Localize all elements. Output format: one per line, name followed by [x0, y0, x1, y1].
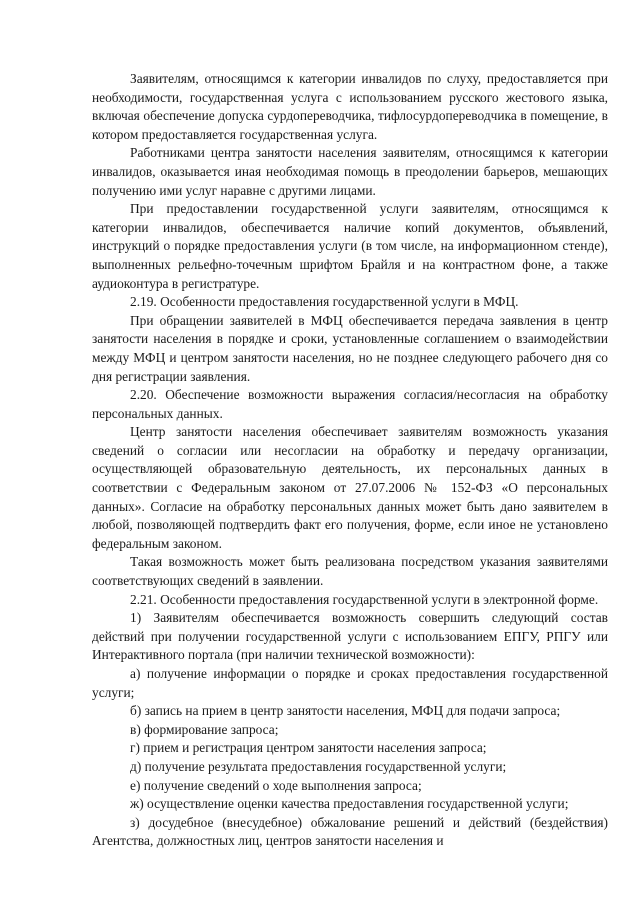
paragraph-mfc-transfer: При обращении заявителей в МФЦ обеспечивается передача заявления в центр занятости населения в порядке и сроки, установленные соглашением о взаимодействии между МФЦ и центром занятости населения, но не позднее следующего рабочего дня со дня регистрации заявления.: [92, 312, 608, 384]
list-item-zh: ж) осуществление оценки качества предоставления государственной услуги;: [130, 796, 569, 812]
paragraph-consent-in-application: Такая возможность может быть реализована посредством указания заявителями соответствующих сведений в заявлении.: [92, 554, 608, 589]
section-heading-2-19: 2.19. Особенности предоставления государственной услуги в МФЦ.: [130, 294, 519, 310]
paragraph-electronic-actions: 1) Заявителям обеспечивается возможность совершить следующий состав действий при получении государственной услуги с использованием ЕПГУ, РПГУ или Интерактивного портала (при наличии технической возможности):: [92, 610, 608, 663]
list-item-v: в) формирование запроса;: [130, 721, 279, 737]
paragraph-assistance: Работниками центра занятости населения заявителям, относящимся к категории инвалидов, оказывается иная необходимая помощь в преодолении барьеров, мешающих получению ими услуг наравне с другими лицами.: [92, 145, 608, 198]
paragraph-personal-data: Центр занятости населения обеспечивает заявителям возможность указания сведений о согласии или несогласии на обработку и передачу организации, осуществляющей образовательную деятельность, их персональных данных в соответствии с Федеральным законом от 27.07.2006 № 152-ФЗ «О персональных данных». Согласие на обработку персональных данных может быть дано заявителем в любой, позволяющей подтвердить факт его получения, форме, если иное не установлено федеральным законом.: [92, 424, 608, 551]
section-heading-2-21: 2.21. Особенности предоставления государственной услуги в электронной форме.: [130, 591, 599, 607]
paragraph-hearing-impaired: Заявителям, относящимся к категории инвалидов по слуху, предоставляется при необходимости, государственная услуга с использованием русского жестового языка, включая обеспечение допуска сурдопереводчика, тифлосурдопереводчика в помещение, в котором предоставляется государственная услуга.: [92, 71, 608, 142]
list-item-e: е) получение сведений о ходе выполнения запроса;: [130, 777, 422, 793]
document-page: [92, 70, 608, 851]
paragraph-braille: При предоставлении государственной услуги заявителям, относящимся к категории инвалидов, обеспечивается наличие копий документов, объявлений, инструкций о порядке предоставления услуги (в том числе, на информационном стенде), выполненных рельефно-точечным шрифтом Брайля и на контрастном фоне, а также аудиоконтура в регистратуре.: [92, 201, 608, 291]
list-item-g: г) прием и регистрация центром занятости населения запроса;: [130, 740, 487, 756]
list-item-z: з) досудебное (внесудебное) обжалование решений и действий (бездействия) Агентства, должностных лиц, центров занятости населения и: [92, 814, 608, 849]
list-item-d: д) получение результата предоставления государственной услуги;: [130, 758, 507, 774]
list-item-a: а) получение информации о порядке и сроках предоставления государственной услуги;: [92, 666, 608, 700]
section-heading-2-20: 2.20. Обеспечение возможности выражения согласия/несогласия на обработку персональных данных.: [92, 387, 608, 421]
list-item-b: б) запись на прием в центр занятости населения, МФЦ для подачи запроса;: [130, 703, 561, 719]
